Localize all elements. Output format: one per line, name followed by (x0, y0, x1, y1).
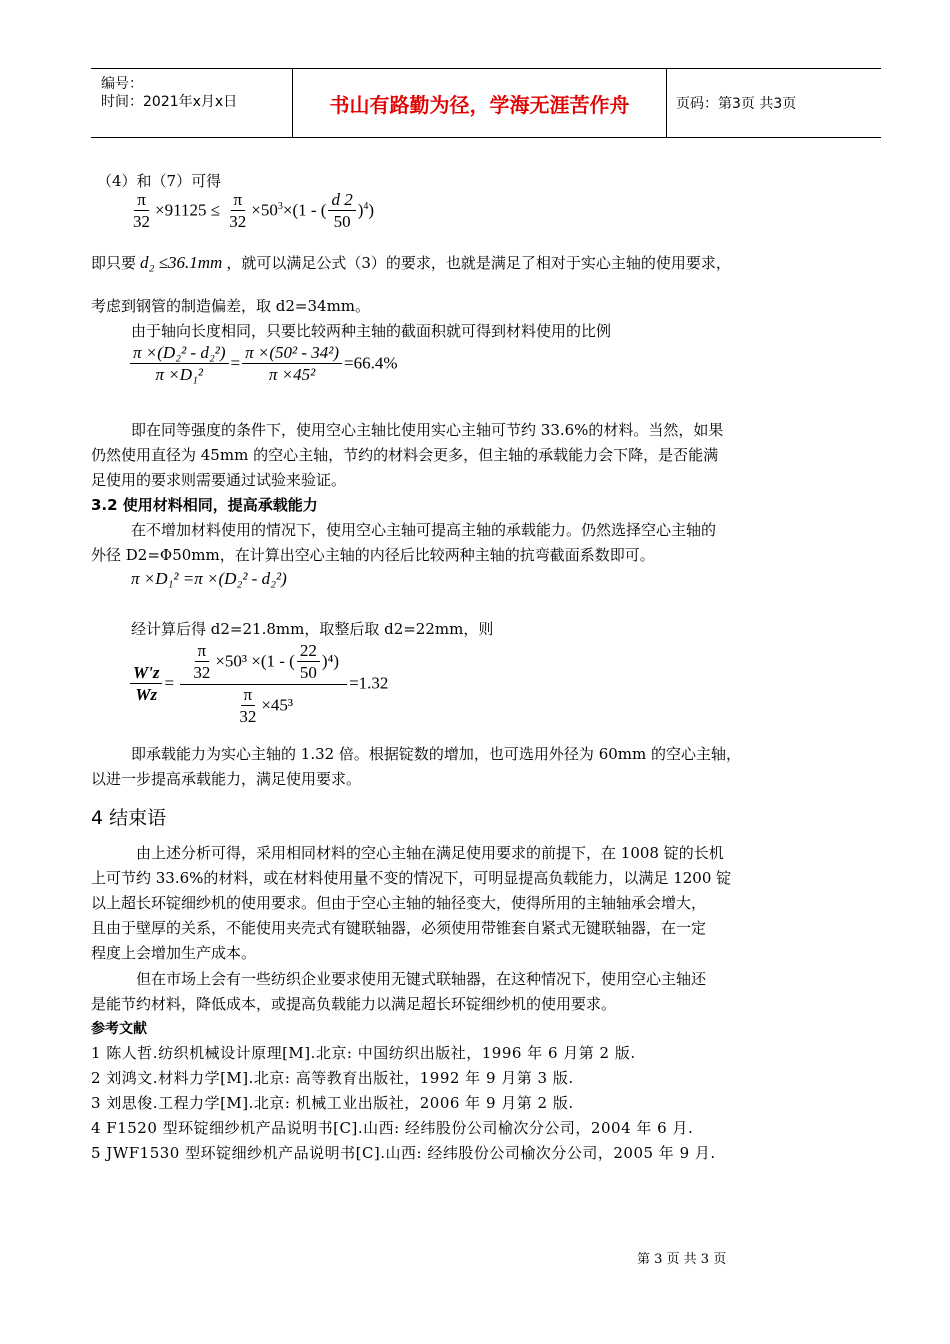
fraction: $\frac{\text{π ×(50² - 34²)}}{\text{π ×45²}}$ (242, 343, 342, 386)
doc-number-label: 编号： (101, 76, 143, 92)
formula-3: π ×D₁² =π ×(D₂² - d₂²) (131, 569, 287, 588)
paragraph-line: 即承载能力为实心主轴的 1.32 倍。根据锭数的增加，也可选用外径为 60mm 的空心主轴， (131, 745, 742, 763)
reference-item: 5 JWF1530 型环锭细纱机产品说明书[C].山西: 经纬股份公司榆次分公司，2005 年 9 月. (91, 1144, 716, 1162)
header-page-info: 页码：第3页 共3页 (676, 96, 797, 112)
doc-time-label: 时间：2021年x月x日 (101, 94, 238, 110)
fraction: $\frac{d 2}{50}$ (328, 190, 355, 233)
paragraph-line: 外径 D2=Φ50mm，在计算出空心主轴的内径后比较两种主轴的抗弯截面系数即可。 (91, 546, 655, 564)
references-heading: 参考文献 (91, 1021, 147, 1037)
header-meta (91, 69, 292, 137)
fraction: $\frac{\pi}{32}$ ×50³ ×(1 - ( $\frac{22}{50}$ )⁴) $\frac{\pi}{32}$ ×45³ (180, 641, 347, 728)
reference-item: 2 刘鸿文.材料力学[M].北京: 高等教育出版社，1992 年 9 月第 3 版. (91, 1069, 574, 1087)
paragraph-line: 但在市场上会有一些纺织企业要求使用无键式联轴器，在这种情况下，使用空心主轴还 (136, 970, 707, 988)
page-footer: 第 3 页 共 3 页 (637, 1252, 727, 1267)
paragraph-line: 上可节约 33.6%的材料，或在材料使用量不变的情况下，可明显提高负载能力，以满足 1200 锭 (91, 869, 732, 887)
paragraph-line: 在不增加材料使用的情况下，使用空心主轴可提高主轴的承载能力。仍然选择空心主轴的 (131, 521, 717, 539)
fraction: $\frac{W'z}{Wz}$ (130, 663, 162, 706)
text-line: 考虑到钢管的制造偏差，取 d2=34mm。 (91, 297, 371, 315)
header-page-cell (666, 69, 881, 137)
formula-2: $\frac{\text{π ×(D₂² - d₂²)}}{\text{π ×D₁²}}$ = $\frac{\text{π ×(50² - 34²)}}{\text{π ×45²}}$ =66.4% (128, 343, 398, 386)
text-line: （4）和（7）可得 (97, 172, 222, 190)
section-heading: 4 结束语 (91, 807, 167, 829)
paragraph-line: 且由于壁厚的关系，不能使用夹壳式有键联轴器，必须使用带锥套自紧式无键联轴器，在一定 (91, 919, 707, 937)
header-motto: 书山有路勤为径，学海无涯苦作舟 (329, 92, 630, 117)
paragraph-line: 即在同等强度的条件下，使用空心主轴比使用实心主轴可节约 33.6%的材料。当然，如果 (131, 421, 724, 439)
paragraph-line: 程度上会增加生产成本。 (91, 944, 257, 962)
text-line: 即只要 d₂ ≤36.1mm ，就可以满足公式（3）的要求，也就是满足了相对于实心主轴的使用要求， (91, 253, 731, 272)
paragraph-line: 以进一步提高承载能力，满足使用要求。 (91, 770, 362, 788)
reference-item: 3 刘思俊.工程力学[M].北京: 机械工业出版社，2006 年 9 月第 2 版. (91, 1094, 574, 1112)
section-heading: 3.2 使用材料相同，提高承载能力 (91, 496, 318, 514)
fraction: $\frac{\text{π ×(D₂² - d₂²)}}{\text{π ×D₁²}}$ (130, 343, 229, 386)
reference-item: 4 F1520 型环锭细纱机产品说明书[C].山西: 经纬股份公司榆次分公司，2004 年 6 月. (91, 1119, 694, 1137)
page-header (91, 68, 881, 138)
paragraph-line: 足使用的要求则需要通过试验来验证。 (91, 471, 347, 489)
reference-item: 1 陈人哲.纺织机械设计原理[M].北京: 中国纺织出版社，1996 年 6 月第 2 版. (91, 1044, 636, 1062)
header-motto-cell (292, 69, 667, 137)
paragraph-line: 仍然使用直径为 45mm 的空心主轴，节约的材料会更多，但主轴的承载能力会下降，是否能满 (91, 446, 719, 464)
formula-4: $\frac{W'z}{Wz}$ = $\frac{\pi}{32}$ ×50³ ×(1 - ( $\frac{22}{50}$ )⁴) $\frac{\pi}{32}$ ×45³ =1.32 (128, 641, 388, 728)
text-line: 经计算后得 d2=21.8mm，取整后取 d2=22mm，则 (131, 620, 494, 638)
inline-formula: d₂ ≤36.1mm (140, 253, 223, 272)
paragraph-line: 是能节约材料，降低成本，或提高负载能力以满足超长环锭细纱机的使用要求。 (91, 995, 617, 1013)
paragraph-line: 由上述分析可得，采用相同材料的空心主轴在满足使用要求的前提下，在 1008 锭的长机 (136, 844, 724, 862)
fraction: $\frac{\pi}{32}$ (229, 190, 247, 231)
paragraph-line: 以上超长环锭细纱机的使用要求。但由于空心主轴的轴径变大，使得所用的主轴轴承会增大， (91, 894, 707, 912)
text-line: 由于轴向长度相同，只要比较两种主轴的截面积就可得到材料使用的比例 (131, 322, 612, 340)
formula-1: $\frac{\pi}{32}$ ×91125 ≤ $\frac{\pi}{32}$ $\times 50^3\times(1$ - ( $\frac{d 2}{50}$ )$^4$) (128, 190, 374, 233)
fraction: $\frac{\pi}{32}$ (133, 190, 150, 231)
